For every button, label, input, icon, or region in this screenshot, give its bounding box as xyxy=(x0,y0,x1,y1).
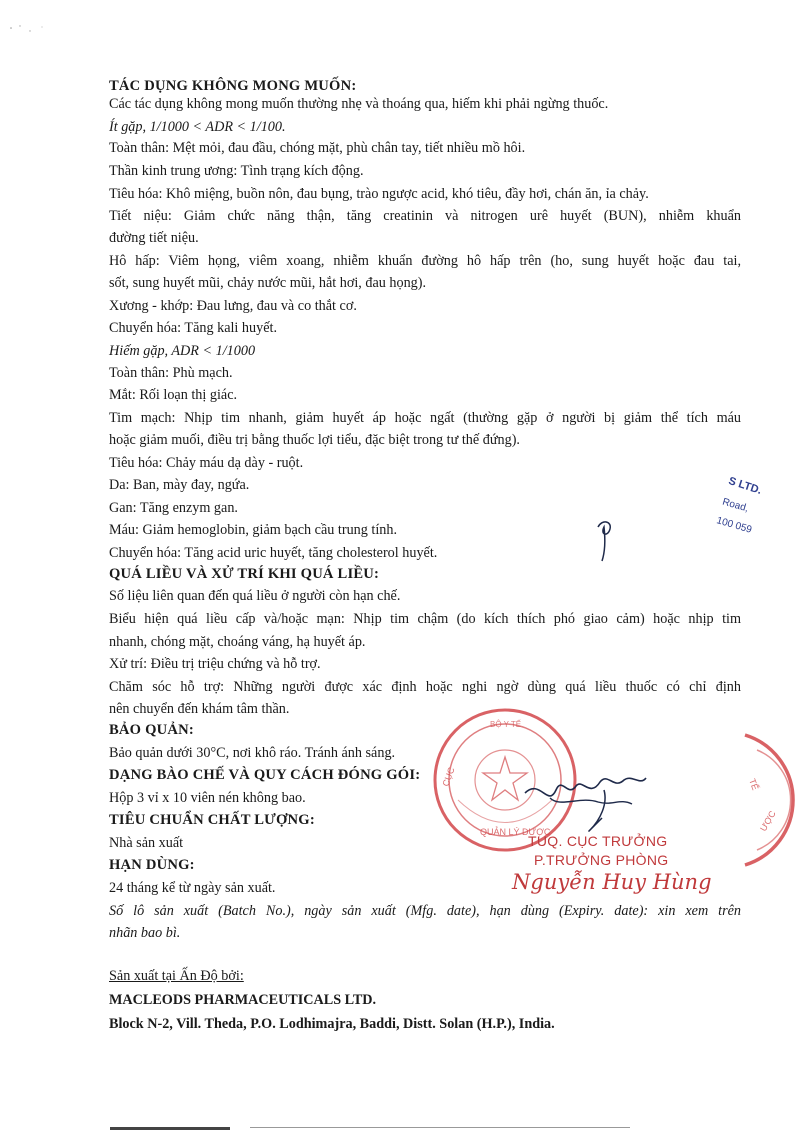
text-line: 24 tháng kể từ ngày sản xuất. xyxy=(109,880,276,896)
svg-text:QUẢN LÝ DƯỢC: QUẢN LÝ DƯỢC xyxy=(480,827,551,837)
text-line: hoặc giảm muối, điều trị bằng thuốc lợi tiểu, đặc biệt trong tư thế đứng). xyxy=(109,432,520,448)
signature-title-line1: TUQ. CỤC TRƯỞNG xyxy=(528,833,668,849)
page-edge-line xyxy=(250,1127,630,1128)
text-line: Chăm sóc hỗ trợ: Những người được xác định hoặc nghi ngờ dùng quá liều thuốc có chỉ định xyxy=(109,679,741,695)
svg-text:BỘ Y TẾ: BỘ Y TẾ xyxy=(490,720,522,729)
text-line: Toàn thân: Phù mạch. xyxy=(109,365,233,381)
signature-title-line2: P.TRƯỞNG PHÒNG xyxy=(534,852,669,868)
section-heading: TÁC DỤNG KHÔNG MONG MUỐN: xyxy=(109,78,357,94)
text-line: Thần kinh trung ương: Tình trạng kích động. xyxy=(109,163,364,179)
text-line: nhãn bao bì. xyxy=(109,925,181,941)
company-stamp-line1: S LTD. xyxy=(726,475,764,497)
text-line: Tiết niệu: Giảm chức năng thận, tăng creatinin và nitrogen urê huyết (BUN), nhiễm khuẩn xyxy=(109,208,741,224)
text-line: Toàn thân: Mệt mỏi, đau đầu, chóng mặt, phù chân tay, tiết nhiều mồ hôi. xyxy=(109,140,526,156)
text-line: Ít gặp, 1/1000 < ADR < 1/100. xyxy=(109,119,286,135)
handwritten-signature xyxy=(520,768,650,838)
text-line: MACLEODS PHARMACEUTICALS LTD. xyxy=(109,992,377,1008)
text-line: Số lô sản xuất (Batch No.), ngày sản xuất (Mfg. date), hạn dùng (Expiry. date): xin xem trên xyxy=(109,903,741,919)
section-heading: BẢO QUẢN: xyxy=(109,722,194,738)
text-line: Số liệu liên quan đến quá liều ở người còn hạn chế. xyxy=(109,588,401,604)
text-line: Bảo quản dưới 30°C, nơi khô ráo. Tránh ánh sáng. xyxy=(109,745,396,761)
text-line: Mắt: Rối loạn thị giác. xyxy=(109,387,238,403)
text-line: Chuyển hóa: Tăng kali huyết. xyxy=(109,320,277,336)
text-line: Gan: Tăng enzym gan. xyxy=(109,500,238,516)
text-line: Xương - khớp: Đau lưng, đau và co thắt cơ. xyxy=(109,298,357,314)
text-line: sốt, sung huyết mũi, chảy nước mũi, hắt hơi, đau họng). xyxy=(109,275,427,291)
section-heading: DẠNG BÀO CHẾ VÀ QUY CÁCH ĐÓNG GÓI: xyxy=(109,767,421,783)
company-stamp-line3: 100 059 xyxy=(715,515,753,536)
svg-text:TẾ: TẾ xyxy=(747,777,761,792)
text-line: Chuyển hóa: Tăng acid uric huyết, tăng cholesterol huyết. xyxy=(109,545,438,561)
text-line: Hô hấp: Viêm họng, viêm xoang, nhiễm khuẩn đường hô hấp trên (ho, sung huyết hoặc đau tai, xyxy=(109,253,741,269)
text-line: Hộp 3 vỉ x 10 viên nén không bao. xyxy=(109,790,306,806)
text-line: Các tác dụng không mong muốn thường nhẹ và thoáng qua, hiếm khi phải ngừng thuốc. xyxy=(109,96,609,112)
text-line: Hiếm gặp, ADR < 1/1000 xyxy=(109,343,256,359)
section-heading: QUÁ LIỀU VÀ XỬ TRÍ KHI QUÁ LIỀU: xyxy=(109,566,380,582)
initial-mark xyxy=(590,515,620,565)
text-line: Block N-2, Vill. Theda, P.O. Lodhimajra, Baddi, Distt. Solan (H.P.), India. xyxy=(109,1016,555,1032)
text-line: Tiêu hóa: Khô miệng, buồn nôn, đau bụng, trào ngược acid, khó tiêu, đầy hơi, chán ăn, ỉa chảy. xyxy=(109,186,649,202)
svg-text:ƯỢC: ƯỢC xyxy=(758,809,778,833)
section-heading: TIÊU CHUẨN CHẤT LƯỢNG: xyxy=(109,812,315,828)
text-line: Da: Ban, mày đay, ngứa. xyxy=(109,477,250,493)
text-line: nhanh, chóng mặt, choáng váng, hạ huyết áp. xyxy=(109,634,366,650)
signatory-name: Nguyễn Huy Hùng xyxy=(512,870,712,894)
text-line: Xử trí: Điều trị triệu chứng và hỗ trợ. xyxy=(109,656,321,672)
company-stamp-line2: Road, xyxy=(721,496,750,515)
text-line: nên chuyển đến khám tâm thần. xyxy=(109,701,290,717)
text-line: Tiêu hóa: Chảy máu dạ dày - ruột. xyxy=(109,455,304,471)
partial-seal-stamp xyxy=(725,730,799,870)
svg-text:CỤC: CỤC xyxy=(440,765,457,788)
text-line: đường tiết niệu. xyxy=(109,230,199,246)
text-line: Tim mạch: Nhịp tim nhanh, giảm huyết áp hoặc ngất (thường gặp ở người bị giảm thể tích máu xyxy=(109,410,741,426)
section-heading: HẠN DÙNG: xyxy=(109,857,195,873)
text-line: Sản xuất tại Ấn Độ bởi: xyxy=(109,968,244,984)
scan-marks xyxy=(8,22,48,36)
text-line: Nhà sản xuất xyxy=(109,835,184,851)
text-line: Biểu hiện quá liều cấp và/hoặc mạn: Nhịp tim chậm (do kích thích phó giao cảm) hoặc nhịp tim xyxy=(109,611,741,627)
page-edge-mark xyxy=(110,1127,230,1130)
text-line: Máu: Giảm hemoglobin, giảm bạch cầu trung tính. xyxy=(109,522,398,538)
